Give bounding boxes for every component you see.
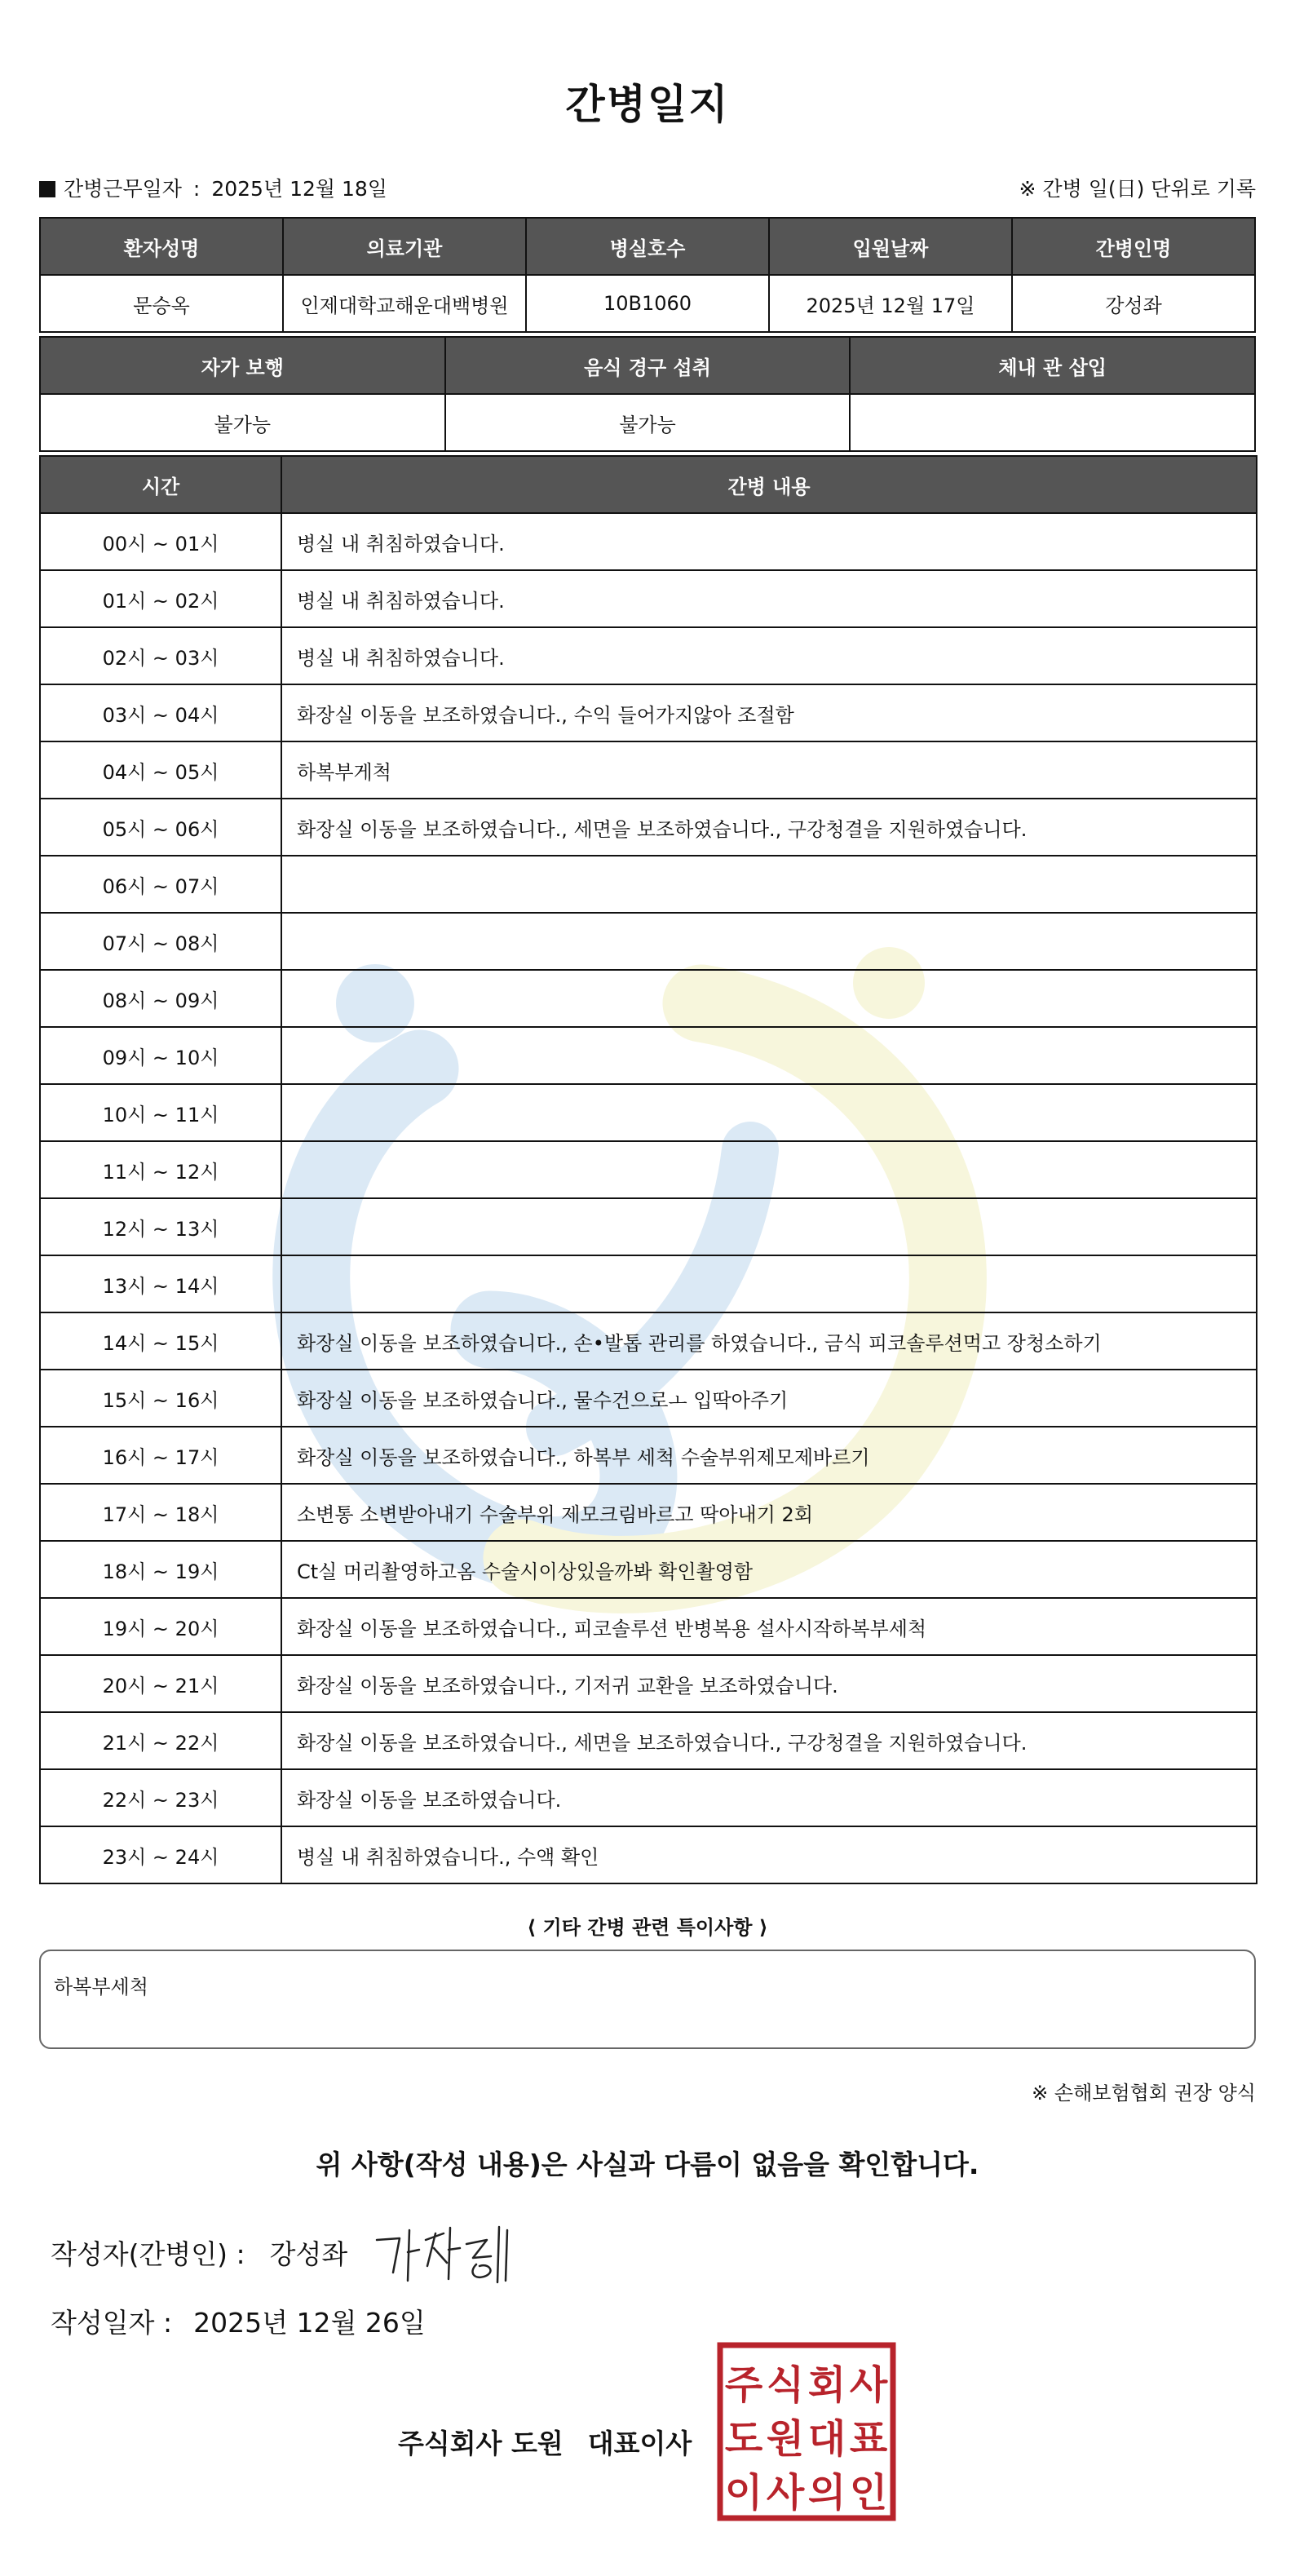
patient-info-header-row — [40, 218, 1255, 275]
log-time: 13시 ~ 14시 — [40, 1255, 281, 1312]
log-content — [281, 1198, 1257, 1255]
table-row — [40, 1084, 1257, 1141]
writer-line — [51, 2233, 347, 2272]
seal-char: 식 — [766, 2362, 805, 2408]
log-time: 21시 ~ 22시 — [40, 1712, 281, 1769]
log-time: 20시 ~ 21시 — [40, 1655, 281, 1712]
log-content: Ct실 머리촬영하고옴 수술시이상있을까봐 확인촬영함 — [281, 1541, 1257, 1598]
care-log-table — [39, 455, 1257, 1884]
table-row — [40, 1826, 1257, 1883]
written-date-value: 2025년 12월 26일 — [193, 2307, 426, 2339]
log-content: 소변통 소변받아내기 수술부위 제모크림바르고 딱아내기 2회 — [281, 1484, 1257, 1541]
log-content: 병실 내 취침하였습니다. — [281, 513, 1257, 570]
seal-char: 도 — [724, 2416, 763, 2462]
log-time: 09시 ~ 10시 — [40, 1027, 281, 1084]
patient-ability-table — [39, 336, 1256, 452]
log-content: 병실 내 취침하였습니다. — [281, 570, 1257, 627]
company-line — [398, 2423, 692, 2461]
page-title: 간병일지 — [565, 81, 730, 128]
seal-char: 표 — [849, 2416, 888, 2462]
special-notes-box — [39, 1950, 1256, 2049]
seal-char: 사 — [766, 2470, 805, 2516]
self-walking-value: 불가능 — [40, 394, 445, 451]
log-time: 16시 ~ 17시 — [40, 1427, 281, 1484]
seal-char: 인 — [849, 2470, 888, 2516]
confirmation-statement: 위 사항(작성 내용)은 사실과 다름이 없음을 확인합니다. — [316, 2149, 979, 2180]
header-care-content: 간병 내용 — [281, 456, 1257, 513]
log-time: 00시 ~ 01시 — [40, 513, 281, 570]
work-date — [39, 173, 387, 202]
log-time: 23시 ~ 24시 — [40, 1826, 281, 1883]
log-content — [281, 913, 1257, 970]
log-content: 하복부게척 — [281, 741, 1257, 799]
log-time: 03시 ~ 04시 — [40, 684, 281, 741]
record-unit-note: ※ 간병 일(日) 단위로 기록 — [1019, 177, 1256, 201]
log-time: 07시 ~ 08시 — [40, 913, 281, 970]
log-time: 04시 ~ 05시 — [40, 741, 281, 799]
seal-char: 대 — [807, 2416, 846, 2462]
ability-value-row — [40, 394, 1255, 451]
care-log-header-row — [40, 456, 1257, 513]
company-name: 주식회사 도원 — [398, 2428, 564, 2459]
log-content: 화장실 이동을 보조하였습니다., 세면을 보조하였습니다., 구강청결을 지원하였습니다. — [281, 799, 1257, 856]
written-date-line — [51, 2302, 426, 2340]
log-time: 02시 ~ 03시 — [40, 627, 281, 684]
seal-char: 사 — [849, 2362, 888, 2408]
patient-info-table — [39, 217, 1256, 333]
log-content — [281, 1255, 1257, 1312]
table-row — [40, 1312, 1257, 1370]
seal-char: 원 — [766, 2416, 805, 2462]
table-row — [40, 856, 1257, 913]
table-row — [40, 1712, 1257, 1769]
log-content: 병실 내 취침하였습니다., 수액 확인 — [281, 1826, 1257, 1883]
patient-name: 문승옥 — [40, 275, 283, 332]
log-content: 화장실 이동을 보조하였습니다. — [281, 1769, 1257, 1826]
seal-char: 의 — [807, 2470, 846, 2516]
hospital-name: 인제대학교해운대백병원 — [283, 275, 526, 332]
room-number: 10B1060 — [526, 275, 769, 332]
header-time: 시간 — [40, 456, 281, 513]
log-time: 14시 ~ 15시 — [40, 1312, 281, 1370]
table-row — [40, 1598, 1257, 1655]
table-row — [40, 1769, 1257, 1826]
special-notes-text: 하복부세척 — [54, 1976, 148, 1998]
header-patient-name: 환자성명 — [40, 218, 283, 275]
log-time: 06시 ~ 07시 — [40, 856, 281, 913]
table-row — [40, 1198, 1257, 1255]
log-content — [281, 856, 1257, 913]
table-row — [40, 913, 1257, 970]
header-oral-intake: 음식 경구 섭취 — [445, 337, 851, 394]
log-time: 19시 ~ 20시 — [40, 1598, 281, 1655]
table-row — [40, 1255, 1257, 1312]
caregiver-name: 강성좌 — [1012, 275, 1255, 332]
seal-char: 주 — [724, 2362, 763, 2408]
log-time: 01시 ~ 02시 — [40, 570, 281, 627]
log-time: 12시 ~ 13시 — [40, 1198, 281, 1255]
log-time: 08시 ~ 09시 — [40, 970, 281, 1027]
oral-intake-value: 불가능 — [445, 394, 851, 451]
log-content — [281, 1084, 1257, 1141]
table-row — [40, 741, 1257, 799]
patient-info-value-row — [40, 275, 1255, 332]
table-row — [40, 1141, 1257, 1198]
seal-char: 회 — [807, 2362, 846, 2408]
log-content: 화장실 이동을 보조하였습니다., 피코솔루션 반병복용 설사시작하복부세척 — [281, 1598, 1257, 1655]
header-caregiver-name: 간병인명 — [1012, 218, 1255, 275]
header-tube-insertion: 체내 관 삽입 — [850, 337, 1255, 394]
table-row — [40, 799, 1257, 856]
log-content: 화장실 이동을 보조하였습니다., 하복부 세척 수술부위제모제바르기 — [281, 1427, 1257, 1484]
work-date-label: 간병근무일자 — [64, 177, 182, 201]
table-row — [40, 1370, 1257, 1427]
log-time: 22시 ~ 23시 — [40, 1769, 281, 1826]
ability-header-row — [40, 337, 1255, 394]
log-content: 화장실 이동을 보조하였습니다., 세면을 보조하였습니다., 구강청결을 지원하였습니다. — [281, 1712, 1257, 1769]
tube-insertion-value — [850, 394, 1255, 451]
log-time: 11시 ~ 12시 — [40, 1141, 281, 1198]
handwritten-signature — [369, 2215, 532, 2289]
log-content: 화장실 이동을 보조하였습니다., 기저귀 교환을 보조하였습니다. — [281, 1655, 1257, 1712]
table-row — [40, 1027, 1257, 1084]
table-row — [40, 570, 1257, 627]
log-time: 18시 ~ 19시 — [40, 1541, 281, 1598]
seal-char: 이 — [724, 2470, 763, 2516]
log-time: 05시 ~ 06시 — [40, 799, 281, 856]
work-date-value: 2025년 12월 18일 — [211, 177, 387, 201]
log-time: 10시 ~ 11시 — [40, 1084, 281, 1141]
log-content: 화장실 이동을 보조하였습니다., 수익 들어가지않아 조절함 — [281, 684, 1257, 741]
square-bullet-icon — [39, 181, 55, 197]
table-row — [40, 513, 1257, 570]
written-date-label: 작성일자 : — [51, 2307, 173, 2339]
table-row — [40, 970, 1257, 1027]
company-seal-stamp — [716, 2341, 897, 2522]
log-content: 병실 내 취침하였습니다. — [281, 627, 1257, 684]
writer-label: 작성자(간병인) : — [51, 2238, 245, 2270]
table-row — [40, 1655, 1257, 1712]
table-row — [40, 1541, 1257, 1598]
log-content: 화장실 이동을 보조하였습니다., 손•발톱 관리를 하였습니다., 금식 피코솔루션먹고 장청소하기 — [281, 1312, 1257, 1370]
table-row — [40, 1484, 1257, 1541]
table-row — [40, 1427, 1257, 1484]
special-notes-title: ⟨ 기타 간병 관련 특이사항 ⟩ — [527, 1916, 768, 1939]
admission-date: 2025년 12월 17일 — [769, 275, 1012, 332]
log-time: 15시 ~ 16시 — [40, 1370, 281, 1427]
log-content: 화장실 이동을 보조하였습니다., 물수건으로ㅗ 입딱아주기 — [281, 1370, 1257, 1427]
log-time: 17시 ~ 18시 — [40, 1484, 281, 1541]
work-date-separator: : — [192, 177, 201, 201]
recommend-form-note: ※ 손해보험협회 권장 양식 — [1032, 2082, 1256, 2105]
header-self-walking: 자가 보행 — [40, 337, 445, 394]
writer-name: 강성좌 — [269, 2238, 348, 2270]
log-content — [281, 970, 1257, 1027]
company-ceo-title: 대표이사 — [587, 2428, 692, 2459]
header-admission-date: 입원날짜 — [769, 218, 1012, 275]
log-content — [281, 1141, 1257, 1198]
header-room-number: 병실호수 — [526, 218, 769, 275]
log-content — [281, 1027, 1257, 1084]
table-row — [40, 627, 1257, 684]
header-hospital: 의료기관 — [283, 218, 526, 275]
table-row — [40, 684, 1257, 741]
